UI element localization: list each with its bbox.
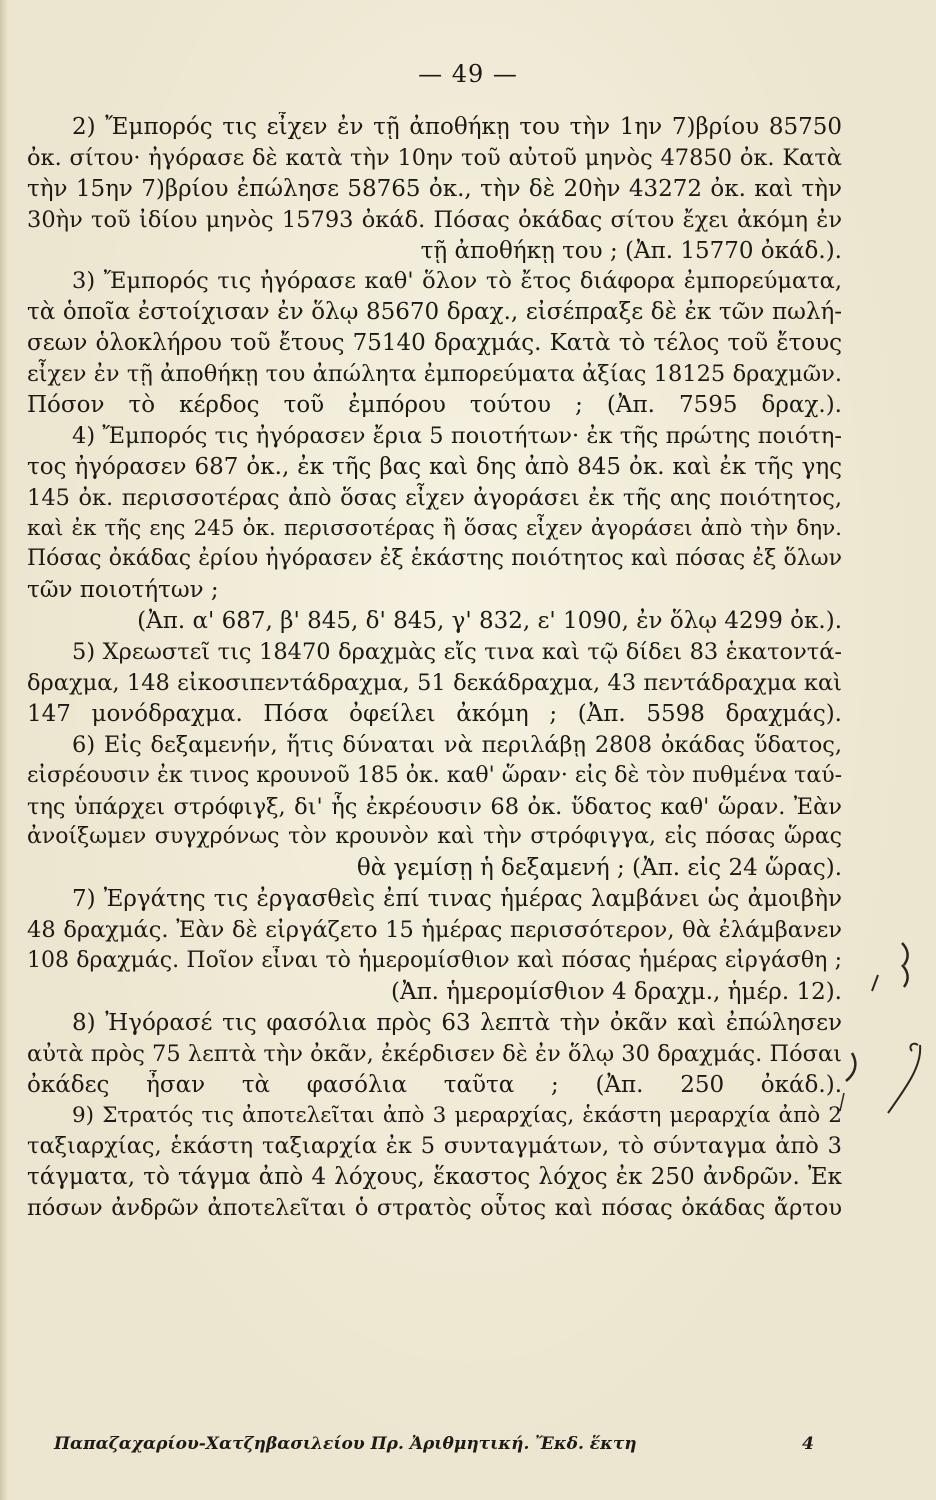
text-line: (Ἀπ. ἡμερομίσθιον 4 δραχμ., ἡμέρ. 12). <box>390 978 842 1005</box>
text-line: καὶ ἐκ τῆς εης 245 ὀκ. περισσοτέρας ἢ ὅσας εἶχεν ἀγοράσει ἀπὸ τὴν δην. <box>27 515 842 541</box>
text-line: Πόσας ὀκάδας ἐρίου ἠγόρασεν ἐξ ἑκάστης ποιότητος καὶ πόσας ἐξ ὅλων <box>27 546 842 572</box>
exercise-text <box>27 112 842 1224</box>
text-line: 8) Ἠγόρασέ τις φασόλια πρὸς 63 λεπτὰ τὴν ὀκᾶν καὶ ἐπώλησεν <box>72 1009 842 1036</box>
text-line: 9) Στρατός τις ἀποτελεῖται ἀπὸ 3 μεραρχίας, ἑκάστη μεραρχία ἀπὸ 2 <box>72 1102 842 1128</box>
text-line: τάγματα, τὸ τάγμα ἀπὸ 4 λόχους, ἕκαστος λόχος ἐκ 250 ἀνδρῶν. Ἐκ <box>27 1164 842 1191</box>
text-line: σεων ὁλοκλήρου τοῦ ἔτους 75140 δραχμάς. Κατὰ τὸ τέλος τοῦ ἔτους <box>27 330 842 357</box>
text-line: 108 δραχμάς. Ποῖον εἶναι τὸ ἡμερομίσθιον καὶ πόσας ἡμέρας εἰργάσθη ; <box>27 948 842 974</box>
text-line: 147 μονόδραχμα. Πόσα ὀφείλει ἀκόμη ; (Ἀπ. 5598 δραχμάς). <box>27 700 842 727</box>
text-line: ταξιαρχίας, ἑκάστη ταξιαρχία ἐκ 5 συνταγμάτων, τὸ σύνταγμα ἀπὸ 3 <box>27 1133 842 1160</box>
text-line: αὐτὰ πρὸς 75 λεπτὰ τὴν ὀκᾶν, ἐκέρδισεν δὲ ἐν ὅλῳ 30 δραχμάς. Πόσαι <box>27 1040 842 1067</box>
page-edge-shadow <box>0 0 8 1500</box>
text-line: δραχμα, 148 εἰκοσιπεντάδραχμα, 51 δεκάδραχμα, 43 πεντάδραχμα καὶ <box>27 670 842 697</box>
text-line: εἶχεν ἐν τῇ ἀποθήκῃ του ἀπώλητα ἐμπορεύματα ἀξίας 18125 δραχμῶν. <box>27 361 842 388</box>
text-line: 2) Ἔμπορός τις εἶχεν ἐν τῇ ἀποθήκῃ του τὴν 1ην 7)βρίου 85750 <box>72 114 842 140</box>
text-line: τὰ ὁποῖα ἐστοίχισαν ἐν ὅλῳ 85670 δραχ., εἰσέπραξε δὲ ἐκ τῶν πωλή- <box>27 299 842 326</box>
text-line: τος ἠγόρασεν 687 ὀκ., ἐκ τῆς βας καὶ δης ἀπὸ 845 ὀκ. καὶ ἐκ τῆς γης <box>27 453 842 480</box>
text-line: Πόσον τὸ κέρδος τοῦ ἐμπόρου τούτου ; (Ἀπ. 7595 δραχ.). <box>27 392 842 419</box>
text-line: ὀκάδες ἦσαν τὰ φασόλια ταῦτα ; (Ἀπ. 250 ὀκάδ.). <box>27 1071 842 1098</box>
text-line: 7) Ἐργάτης τις ἐργασθεὶς ἐπί τινας ἡμέρας λαμβάνει ὡς ἀμοιβὴν <box>72 886 842 913</box>
text-line: (Ἀπ. α' 687, β' 845, δ' 845, γ' 832, ε' 1090, ἐν ὅλῳ 4299 ὀκ.). <box>137 608 842 635</box>
text-line: ἀνοίξωμεν συγχρόνως τὸν κρουνὸν καὶ τὴν στρόφιγγα, εἰς πόσας ὥρας <box>27 824 842 850</box>
text-line: 6) Εἰς δεξαμενήν, ἥτις δύναται νὰ περιλάβῃ 2808 ὀκάδας ὕδατος, <box>72 731 842 758</box>
text-line: θὰ γεμίσῃ ἡ δεξαμενή ; (Ἀπ. εἰς 24 ὥρας). <box>356 855 842 882</box>
text-line: τῶν ποιοτήτων ; <box>27 577 219 604</box>
footer-signature-mark: 4 <box>802 1434 814 1454</box>
text-line: 5) Χρεωστεῖ τις 18470 δραχμὰς εἴς τινα καὶ τῷ δίδει 83 ἑκατοντά- <box>72 639 842 666</box>
text-line: 48 δραχμάς. Ἐὰν δὲ εἰργάζετο 15 ἡμέρας περισσότερον, θὰ ἐλάμβανεν <box>27 917 842 944</box>
text-line: τὴν 15ην 7)βρίου ἐπώλησε 58765 ὀκ., τὴν δὲ 20ὴν 43272 ὀκ. καὶ τὴν <box>27 175 842 202</box>
footer-book-title: Παπαζαχαρίου-Χατζηβασιλείου Πρ. Ἀριθμητική. Ἔκδ. ἕκτη <box>54 1434 637 1454</box>
text-line: εἰσρέουσιν ἐκ τινος κρουνοῦ 185 ὀκ. καθ' ὥραν· εἰς δὲ τὸν πυθμένα ταύ- <box>27 762 842 788</box>
text-line: 3) Ἔμπορός τις ἠγόρασε καθ' ὅλον τὸ ἔτος διάφορα ἐμπορεύματα, <box>72 268 842 295</box>
text-line: πόσων ἀνδρῶν ἀποτελεῖται ὁ στρατὸς οὗτος καὶ πόσας ὀκάδας ἄρτου <box>27 1195 842 1222</box>
margin-pencil-marks <box>838 935 928 1135</box>
text-line: ὀκ. σίτου· ἠγόρασε δὲ κατὰ τὴν 10ην τοῦ αὐτοῦ μηνὸς 47850 ὀκ. Κατὰ <box>27 144 842 171</box>
page-number: — 49 — <box>418 60 518 88</box>
page-footer <box>54 1434 814 1454</box>
text-line: 30ὴν τοῦ ἰδίου μηνὸς 15793 ὀκάδ. Πόσας ὀκάδας σίτου ἔχει ἀκόμη ἐν <box>27 206 842 233</box>
text-line: της ὑπάρχει στρόφιγξ, δι' ἧς ἐκρέουσιν 68 ὀκ. ὕδατος καθ' ὥραν. Ἐὰν <box>27 793 842 820</box>
text-line: τῇ ἀποθήκῃ του ; (Ἀπ. 15770 ὀκάδ.). <box>420 237 842 264</box>
text-line: 145 ὀκ. περισσοτέρας ἀπὸ ὅσας εἶχεν ἀγοράσει ἐκ τῆς αης ποιότητος, <box>27 484 842 511</box>
text-line: 4) Ἔμπορός τις ἠγόρασεν ἔρια 5 ποιοτήτων· ἐκ τῆς πρώτης ποιότη- <box>72 422 842 449</box>
